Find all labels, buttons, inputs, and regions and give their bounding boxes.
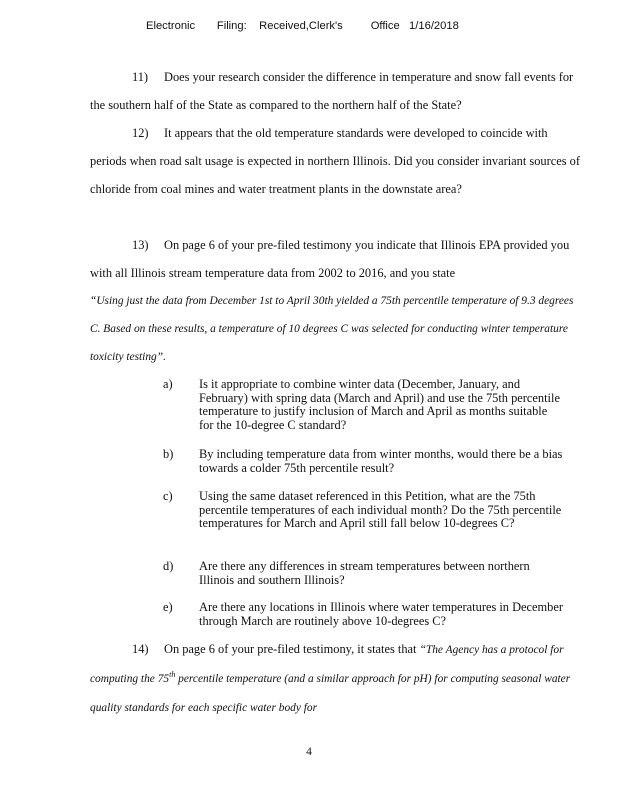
sub-text: Are there any differences in stream temperatures between northern Illinois and southern Illinois? bbox=[199, 559, 530, 587]
question-number: 12) bbox=[132, 126, 149, 140]
question-12 bbox=[90, 119, 580, 203]
question-text: On page 6 of your pre-filed testimony you indicate that Illinois EPA provided you with all Illinois stream temperature data from 2002 to 2016, and you state bbox=[90, 238, 570, 280]
sub-text: By including temperature data from winter months, would there be a bias towards a colder 75th percentile result? bbox=[199, 447, 563, 475]
question-11 bbox=[90, 63, 580, 119]
testimony-quote: “Using just the data from December 1st to April 30th yielded a 75th percentile temperature of 9.3 degrees C. Based on these results, a temperature of 10 degrees C was selected for conducting winter temperature toxicity testing”. bbox=[90, 295, 574, 363]
question-text: It appears that the old temperature standards were developed to coincide with periods when road salt usage is expected in northern Illinois. Did you consider invariant sources of chloride from coal mines and water treatment plants in the downstate area? bbox=[90, 126, 580, 196]
question-text: Does your research consider the difference in temperature and snow fall events for the southern half of the State as compared to the northern half of the State? bbox=[90, 70, 574, 112]
quote-text-cont: percentile temperature (and a similar approach for pH) for computing seasonal water quality standards for each specific water body for bbox=[90, 673, 571, 714]
question-text: On page 6 of your pre-filed testimony, it states that bbox=[164, 642, 420, 656]
sub-text: Is it appropriate to combine winter data (December, January, and February) with spring data (March and April) and use the 75th percentile temperature to justify inclusion of March and April as months suitable for the 10-degree C standard? bbox=[199, 377, 560, 432]
sub-label: b) bbox=[163, 447, 174, 461]
superscript: th bbox=[169, 669, 176, 679]
question-number: 14) bbox=[132, 642, 149, 656]
question-14 bbox=[90, 635, 580, 722]
question-number: 13) bbox=[132, 238, 149, 252]
quote-text: “The Agency has a protocol for computing the 75 bbox=[90, 644, 564, 685]
sub-label: c) bbox=[163, 489, 173, 503]
sub-label: a) bbox=[163, 377, 173, 391]
sub-label: d) bbox=[163, 559, 174, 573]
filing-header: Electronic Filing: Received,Clerk's Office 1/16/2018 bbox=[146, 20, 459, 32]
sub-label: e) bbox=[163, 600, 173, 614]
sub-text: Using the same dataset referenced in this Petition, what are the 75th percentile temperatures of each individual month? Do the 75th percentile temperatures for March and April still fall below 10-degrees C? bbox=[199, 489, 562, 530]
question-number: 11) bbox=[132, 70, 149, 84]
page-number: 4 bbox=[306, 746, 312, 758]
sub-text: Are there any locations in Illinois where water temperatures in December through March are routinely above 10-degrees C? bbox=[199, 600, 563, 628]
question-13 bbox=[90, 231, 580, 287]
